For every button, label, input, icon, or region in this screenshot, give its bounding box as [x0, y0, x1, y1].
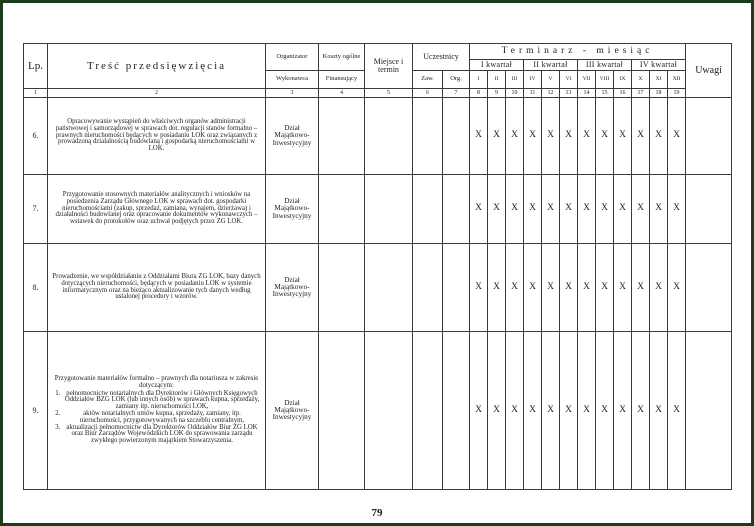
header-month: II: [488, 71, 506, 89]
task-intro: Przygotowanie materiałów formalno – prawnych dla notariusza w zakresie dotyczącym:: [54, 375, 259, 389]
month-mark: X: [488, 332, 506, 490]
header-lp: Lp.: [24, 44, 48, 89]
task-item: 2. aktów notarialnych umów kupna, sprzedaży, zamiany, itp. nieruchomości, przygotowywanych na szczeblu centralnym,: [62, 411, 262, 425]
participants-org-cell: [443, 332, 470, 490]
task-item: 3. aktualizacji pełnomocnictw dla Dyrektorów Oddziałów Biur ZG LOK oraz Biur Zarządów Wojewódzkich LOK do sprawowania zarządu zwykłego powierzonym majątkiem Stowarzyszenia.: [62, 425, 262, 445]
place-date-cell: [365, 332, 413, 490]
costs-cell: [319, 332, 365, 490]
month-mark: X: [596, 332, 614, 490]
month-mark: X: [578, 332, 596, 490]
costs-cell: [319, 175, 365, 244]
header-month: IX: [614, 71, 632, 89]
participants-org-cell: [443, 98, 470, 175]
month-mark: X: [470, 332, 488, 490]
month-mark: X: [560, 98, 578, 175]
header-uwagi: Uwagi: [686, 44, 732, 98]
header-quarter-2: II kwartał: [524, 60, 578, 71]
organizer-cell: Dział Majątkowo-Inwestycyjny: [266, 244, 319, 332]
table-row: [24, 244, 732, 332]
row-number: 9.: [24, 332, 48, 490]
row-number: 6.: [24, 98, 48, 175]
organizer-cell: Dział Majątkowo-Inwestycyjny: [266, 175, 319, 244]
task-intro: Opracowywanie wystąpień do właściwych organów administracji państwowej i samorządowej w sprawach dot. regulacji stanów formalno – prawnych nieruchomości będących w posiadaniu LOK oraz związanych z prowadzoną działalnością budowlaną i gospodarką nieruchomościami w LOK.: [55, 118, 258, 153]
month-mark: X: [578, 175, 596, 244]
column-number: 17: [632, 89, 650, 98]
month-mark: X: [614, 244, 632, 332]
month-mark: X: [524, 175, 542, 244]
header-quarter-1: I kwartał: [470, 60, 524, 71]
participants-zaw-cell: [413, 175, 443, 244]
column-number: 12: [542, 89, 560, 98]
month-mark: X: [470, 98, 488, 175]
column-number: 19: [668, 89, 686, 98]
month-mark: X: [578, 244, 596, 332]
column-number: 2: [48, 89, 266, 98]
header-month: VI: [560, 71, 578, 89]
month-mark: X: [614, 332, 632, 490]
header-month: XI: [650, 71, 668, 89]
task-description: [48, 175, 266, 244]
column-number: 9: [488, 89, 506, 98]
month-mark: X: [650, 332, 668, 490]
month-mark: X: [506, 332, 524, 490]
header-finansujacy: Finansujący: [319, 71, 365, 89]
month-mark: X: [488, 98, 506, 175]
plan-table: [23, 43, 732, 490]
page-number: 79: [371, 507, 383, 519]
header-uczestnicy: Uczestnicy: [413, 44, 470, 71]
document-page: [3, 3, 751, 523]
month-mark: X: [596, 98, 614, 175]
task-intro: Przygotowanie stosownych materiałów analitycznych i wniosków na posiedzenia Zarządu Głównego LOK w sprawach dot. gospodarki nieruchomościami (zakup, sprzedaż, zamiana, wynajem, dzierżawa) i działalności budowlanej oraz opracowanie dokumentów wykonawczych – wstawek do protokołów oraz uchwał podjętych przez ZG LOK.: [55, 191, 258, 226]
column-number: 6: [413, 89, 443, 98]
task-intro: Prowadzenie, we współdziałaniu z Oddziałami Biura ZG LOK, bazy danych dotyczących nieruchomości, będących w posiadaniu LOK w systemie informatycznym oraz na bieżąco aktualizowanie tych danych według ustalonej procedury i wzorów.: [52, 272, 261, 301]
month-mark: X: [632, 332, 650, 490]
month-mark: X: [506, 175, 524, 244]
header-month: I: [470, 71, 488, 89]
header-wykonawca: Wykonawca: [266, 71, 319, 89]
organizer-cell: Dział Majątkowo-Inwestycyjny: [266, 98, 319, 175]
month-mark: X: [488, 175, 506, 244]
header-month: VIII: [596, 71, 614, 89]
header-quarter-3: III kwartał: [578, 60, 632, 71]
column-number: 16: [614, 89, 632, 98]
month-mark: X: [542, 98, 560, 175]
month-mark: X: [542, 244, 560, 332]
header-zaw: Zaw.: [413, 71, 443, 89]
participants-org-cell: [443, 175, 470, 244]
header-quarter-4: IV kwartał: [632, 60, 686, 71]
month-mark: X: [488, 244, 506, 332]
task-description: [48, 244, 266, 332]
month-mark: X: [542, 332, 560, 490]
column-number: 7: [443, 89, 470, 98]
column-number-row: [24, 89, 732, 98]
header-org: Org.: [443, 71, 470, 89]
column-number: 14: [578, 89, 596, 98]
column-number: 18: [650, 89, 668, 98]
month-mark: X: [506, 244, 524, 332]
column-number: 15: [596, 89, 614, 98]
place-date-cell: [365, 98, 413, 175]
header-title: Treść przedsięwzięcia: [48, 44, 266, 89]
month-mark: X: [650, 175, 668, 244]
participants-zaw-cell: [413, 244, 443, 332]
table-row: [24, 175, 732, 244]
month-mark: X: [470, 244, 488, 332]
column-number: 3: [266, 89, 319, 98]
month-mark: X: [560, 175, 578, 244]
table-row: [24, 332, 732, 490]
remarks-cell: [686, 175, 732, 244]
header-koszty: Koszty ogólne: [319, 44, 365, 71]
month-mark: X: [578, 98, 596, 175]
costs-cell: [319, 98, 365, 175]
participants-zaw-cell: [413, 332, 443, 490]
task-description: [48, 98, 266, 175]
header-terminarz: Terminarz - miesiąc: [470, 44, 686, 60]
remarks-cell: [686, 244, 732, 332]
month-mark: X: [668, 332, 686, 490]
column-number: 11: [524, 89, 542, 98]
column-number: 13: [560, 89, 578, 98]
month-mark: X: [560, 332, 578, 490]
place-date-cell: [365, 175, 413, 244]
header-organizator: Organizator: [266, 44, 319, 71]
month-mark: X: [632, 244, 650, 332]
header-month: III: [506, 71, 524, 89]
month-mark: X: [650, 244, 668, 332]
month-mark: X: [632, 175, 650, 244]
month-mark: X: [542, 175, 560, 244]
month-mark: X: [614, 175, 632, 244]
task-item: 1. pełnomocnictw notarialnych dla Dyrektorów i Głównych Księgowych Oddziałów BZG LOK (lub innych osób) w sprawach kupna, sprzedaży, zamiany itp. nieruchomości LOK,: [62, 391, 262, 411]
header-month: V: [542, 71, 560, 89]
month-mark: X: [668, 175, 686, 244]
remarks-cell: [686, 332, 732, 490]
month-mark: X: [650, 98, 668, 175]
task-description: [48, 332, 266, 490]
header-month: VII: [578, 71, 596, 89]
month-mark: X: [506, 98, 524, 175]
month-mark: X: [632, 98, 650, 175]
header-month: XII: [668, 71, 686, 89]
month-mark: X: [470, 175, 488, 244]
month-mark: X: [560, 244, 578, 332]
row-number: 8.: [24, 244, 48, 332]
column-number: 10: [506, 89, 524, 98]
column-number: 8: [470, 89, 488, 98]
month-mark: X: [524, 332, 542, 490]
task-item-list: [51, 391, 262, 445]
month-mark: X: [596, 175, 614, 244]
table-body: [24, 98, 732, 490]
header-month: X: [632, 71, 650, 89]
participants-zaw-cell: [413, 98, 443, 175]
participants-org-cell: [443, 244, 470, 332]
column-number: 5: [365, 89, 413, 98]
month-mark: X: [668, 98, 686, 175]
header-miejsce: Miejsce i termin: [365, 44, 413, 89]
place-date-cell: [365, 244, 413, 332]
remarks-cell: [686, 98, 732, 175]
table-row: [24, 98, 732, 175]
month-mark: X: [524, 244, 542, 332]
month-mark: X: [614, 98, 632, 175]
organizer-cell: Dział Majątkowo-Inwestycyjny: [266, 332, 319, 490]
month-mark: X: [596, 244, 614, 332]
column-number: 4: [319, 89, 365, 98]
costs-cell: [319, 244, 365, 332]
month-mark: X: [668, 244, 686, 332]
row-number: 7.: [24, 175, 48, 244]
column-number: 1: [24, 89, 48, 98]
header-month: IV: [524, 71, 542, 89]
month-mark: X: [524, 98, 542, 175]
